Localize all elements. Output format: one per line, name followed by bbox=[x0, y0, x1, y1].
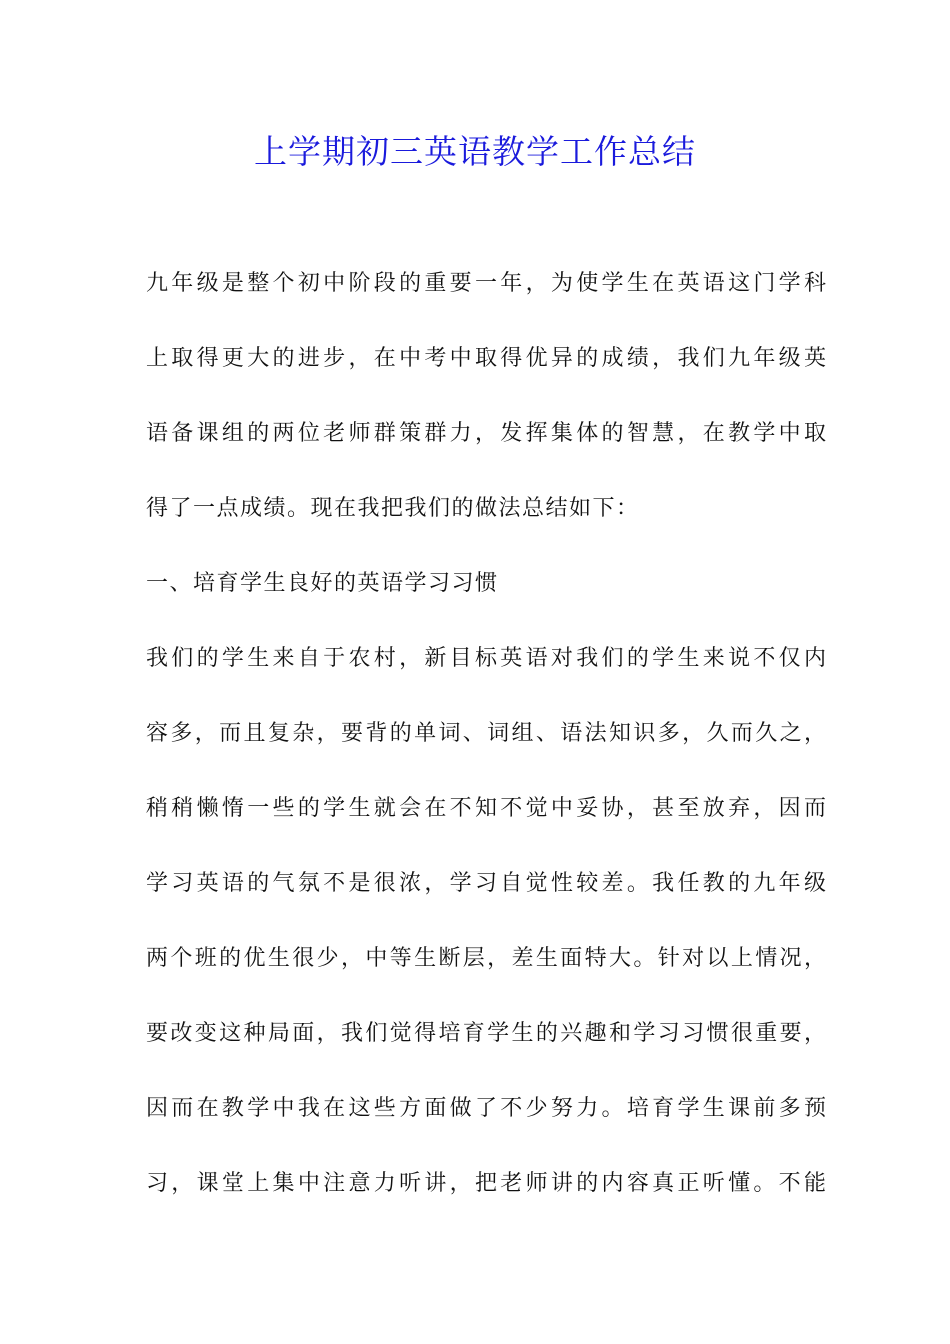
paragraph-line: 两个班的优生很少，中等生断层，差生面特大。针对以上情况， bbox=[146, 946, 826, 971]
paragraph-line: 九年级是整个初中阶段的重要一年，为使学生在英语这门学科 bbox=[146, 271, 826, 296]
paragraph-line: 语备课组的两位老师群策群力，发挥集体的智慧，在教学中取 bbox=[146, 421, 826, 446]
section-heading: 一、培育学生良好的英语学习习惯 bbox=[146, 571, 499, 596]
paragraph-line: 得了一点成绩。现在我把我们的做法总结如下： bbox=[146, 496, 640, 521]
paragraph-line: 学习英语的气氛不是很浓，学习自觉性较差。我任教的九年级 bbox=[146, 871, 826, 896]
document-title: 上学期初三英语教学工作总结 bbox=[254, 132, 696, 171]
paragraph-line: 要改变这种局面，我们觉得培育学生的兴趣和学习习惯很重要， bbox=[146, 1021, 826, 1046]
paragraph-line: 因而在教学中我在这些方面做了不少努力。培育学生课前多预 bbox=[146, 1096, 826, 1121]
paragraph-line: 容多，而且复杂，要背的单词、词组、语法知识多，久而久之， bbox=[146, 721, 826, 746]
paragraph-line: 上取得更大的进步，在中考中取得优异的成绩，我们九年级英 bbox=[146, 346, 826, 371]
paragraph-line: 我们的学生来自于农村，新目标英语对我们的学生来说不仅内 bbox=[146, 646, 826, 671]
paragraph-line: 稍稍懒惰一些的学生就会在不知不觉中妥协，甚至放弃，因而 bbox=[146, 796, 826, 821]
paragraph-line: 习，课堂上集中注意力听讲，把老师讲的内容真正听懂。不能 bbox=[146, 1171, 826, 1196]
